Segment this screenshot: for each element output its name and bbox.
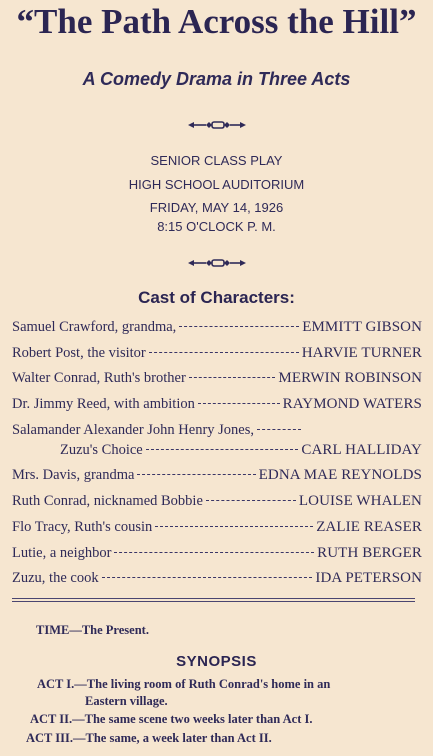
cast-role: Robert Post, the visitor	[12, 344, 146, 361]
cast-row	[12, 370, 422, 396]
leader-dots	[155, 526, 313, 527]
play-subtitle: A Comedy Drama in Three Acts	[82, 69, 351, 89]
cast-role: Dr. Jimmy Reed, with ambition	[12, 396, 195, 413]
cast-row	[12, 396, 422, 422]
cast-actor: RUTH BERGER	[317, 544, 422, 561]
cast-role: Lutie, a neighbor	[12, 544, 112, 561]
cast-role-continued: Zuzu's Choice	[60, 441, 143, 458]
cast-row	[12, 519, 422, 545]
cast-row	[12, 422, 422, 442]
play-title: “The Path Across the Hill”	[16, 2, 417, 41]
cast-row	[12, 545, 422, 571]
leader-dots	[114, 552, 314, 553]
divider-rule	[12, 598, 415, 602]
leader-dots	[206, 500, 296, 501]
leader-dots	[257, 429, 301, 430]
ornament-divider-bottom	[0, 257, 433, 269]
cast-actor: CARL HALLIDAY	[301, 441, 422, 458]
cast-actor: ZALIE REASER	[316, 518, 422, 535]
cast-row	[12, 570, 422, 596]
info-line-time: 8:15 O'CLOCK P. M.	[157, 219, 276, 234]
leader-dots	[146, 449, 299, 450]
cast-row	[12, 345, 422, 371]
synopsis-heading: SYNOPSIS	[176, 653, 257, 670]
act-1-line-2: Eastern village.	[85, 694, 168, 708]
leader-dots	[137, 474, 255, 475]
cast-actor: HARVIE TURNER	[301, 344, 422, 361]
cast-role: Walter Conrad, Ruth's brother	[12, 370, 186, 387]
cast-actor: MERWIN ROBINSON	[278, 370, 422, 387]
act-2-line: ACT II.—The same scene two weeks later than Act I.	[30, 712, 313, 726]
cast-actor: RAYMOND WATERS	[282, 396, 422, 413]
time-setting: TIME—The Present.	[36, 623, 149, 637]
act-3-line: ACT III.—The same, a week later than Act II.	[26, 731, 272, 745]
cast-role: Flo Tracy, Ruth's cousin	[12, 518, 153, 535]
cast-role: Ruth Conrad, nicknamed Bobbie	[12, 493, 203, 510]
cast-row	[12, 493, 422, 519]
info-line-class-play: SENIOR CLASS PLAY	[150, 153, 283, 168]
cast-row-continued	[12, 442, 422, 468]
cast-actor: EMMITT GIBSON	[302, 319, 422, 335]
leader-dots	[189, 377, 276, 378]
cast-actor: LOUISE WHALEN	[298, 493, 422, 510]
cast-list	[12, 319, 422, 596]
info-line-venue: HIGH SCHOOL AUDITORIUM	[128, 177, 305, 192]
cast-heading: Cast of Characters:	[138, 288, 295, 307]
act-1-line-1: ACT I.—The living room of Ruth Conrad's home in an	[37, 677, 331, 691]
cast-actor: EDNA MAE REYNOLDS	[258, 467, 422, 484]
cast-role: Mrs. Davis, grandma	[12, 467, 135, 484]
info-line-date: FRIDAY, MAY 14, 1926	[149, 200, 284, 215]
cast-role: Salamander Alexander John Henry Jones,	[12, 421, 255, 438]
cast-role: Samuel Crawford, grandma,	[12, 319, 177, 335]
leader-dots	[179, 326, 299, 327]
leader-dots	[149, 352, 299, 353]
cast-row	[12, 319, 422, 345]
cast-actor: IDA PETERSON	[315, 570, 422, 587]
cast-role: Zuzu, the cook	[12, 570, 99, 587]
leader-dots	[198, 403, 280, 404]
cast-row	[12, 467, 422, 493]
leader-dots	[102, 577, 313, 578]
ornament-divider-top	[0, 119, 433, 131]
